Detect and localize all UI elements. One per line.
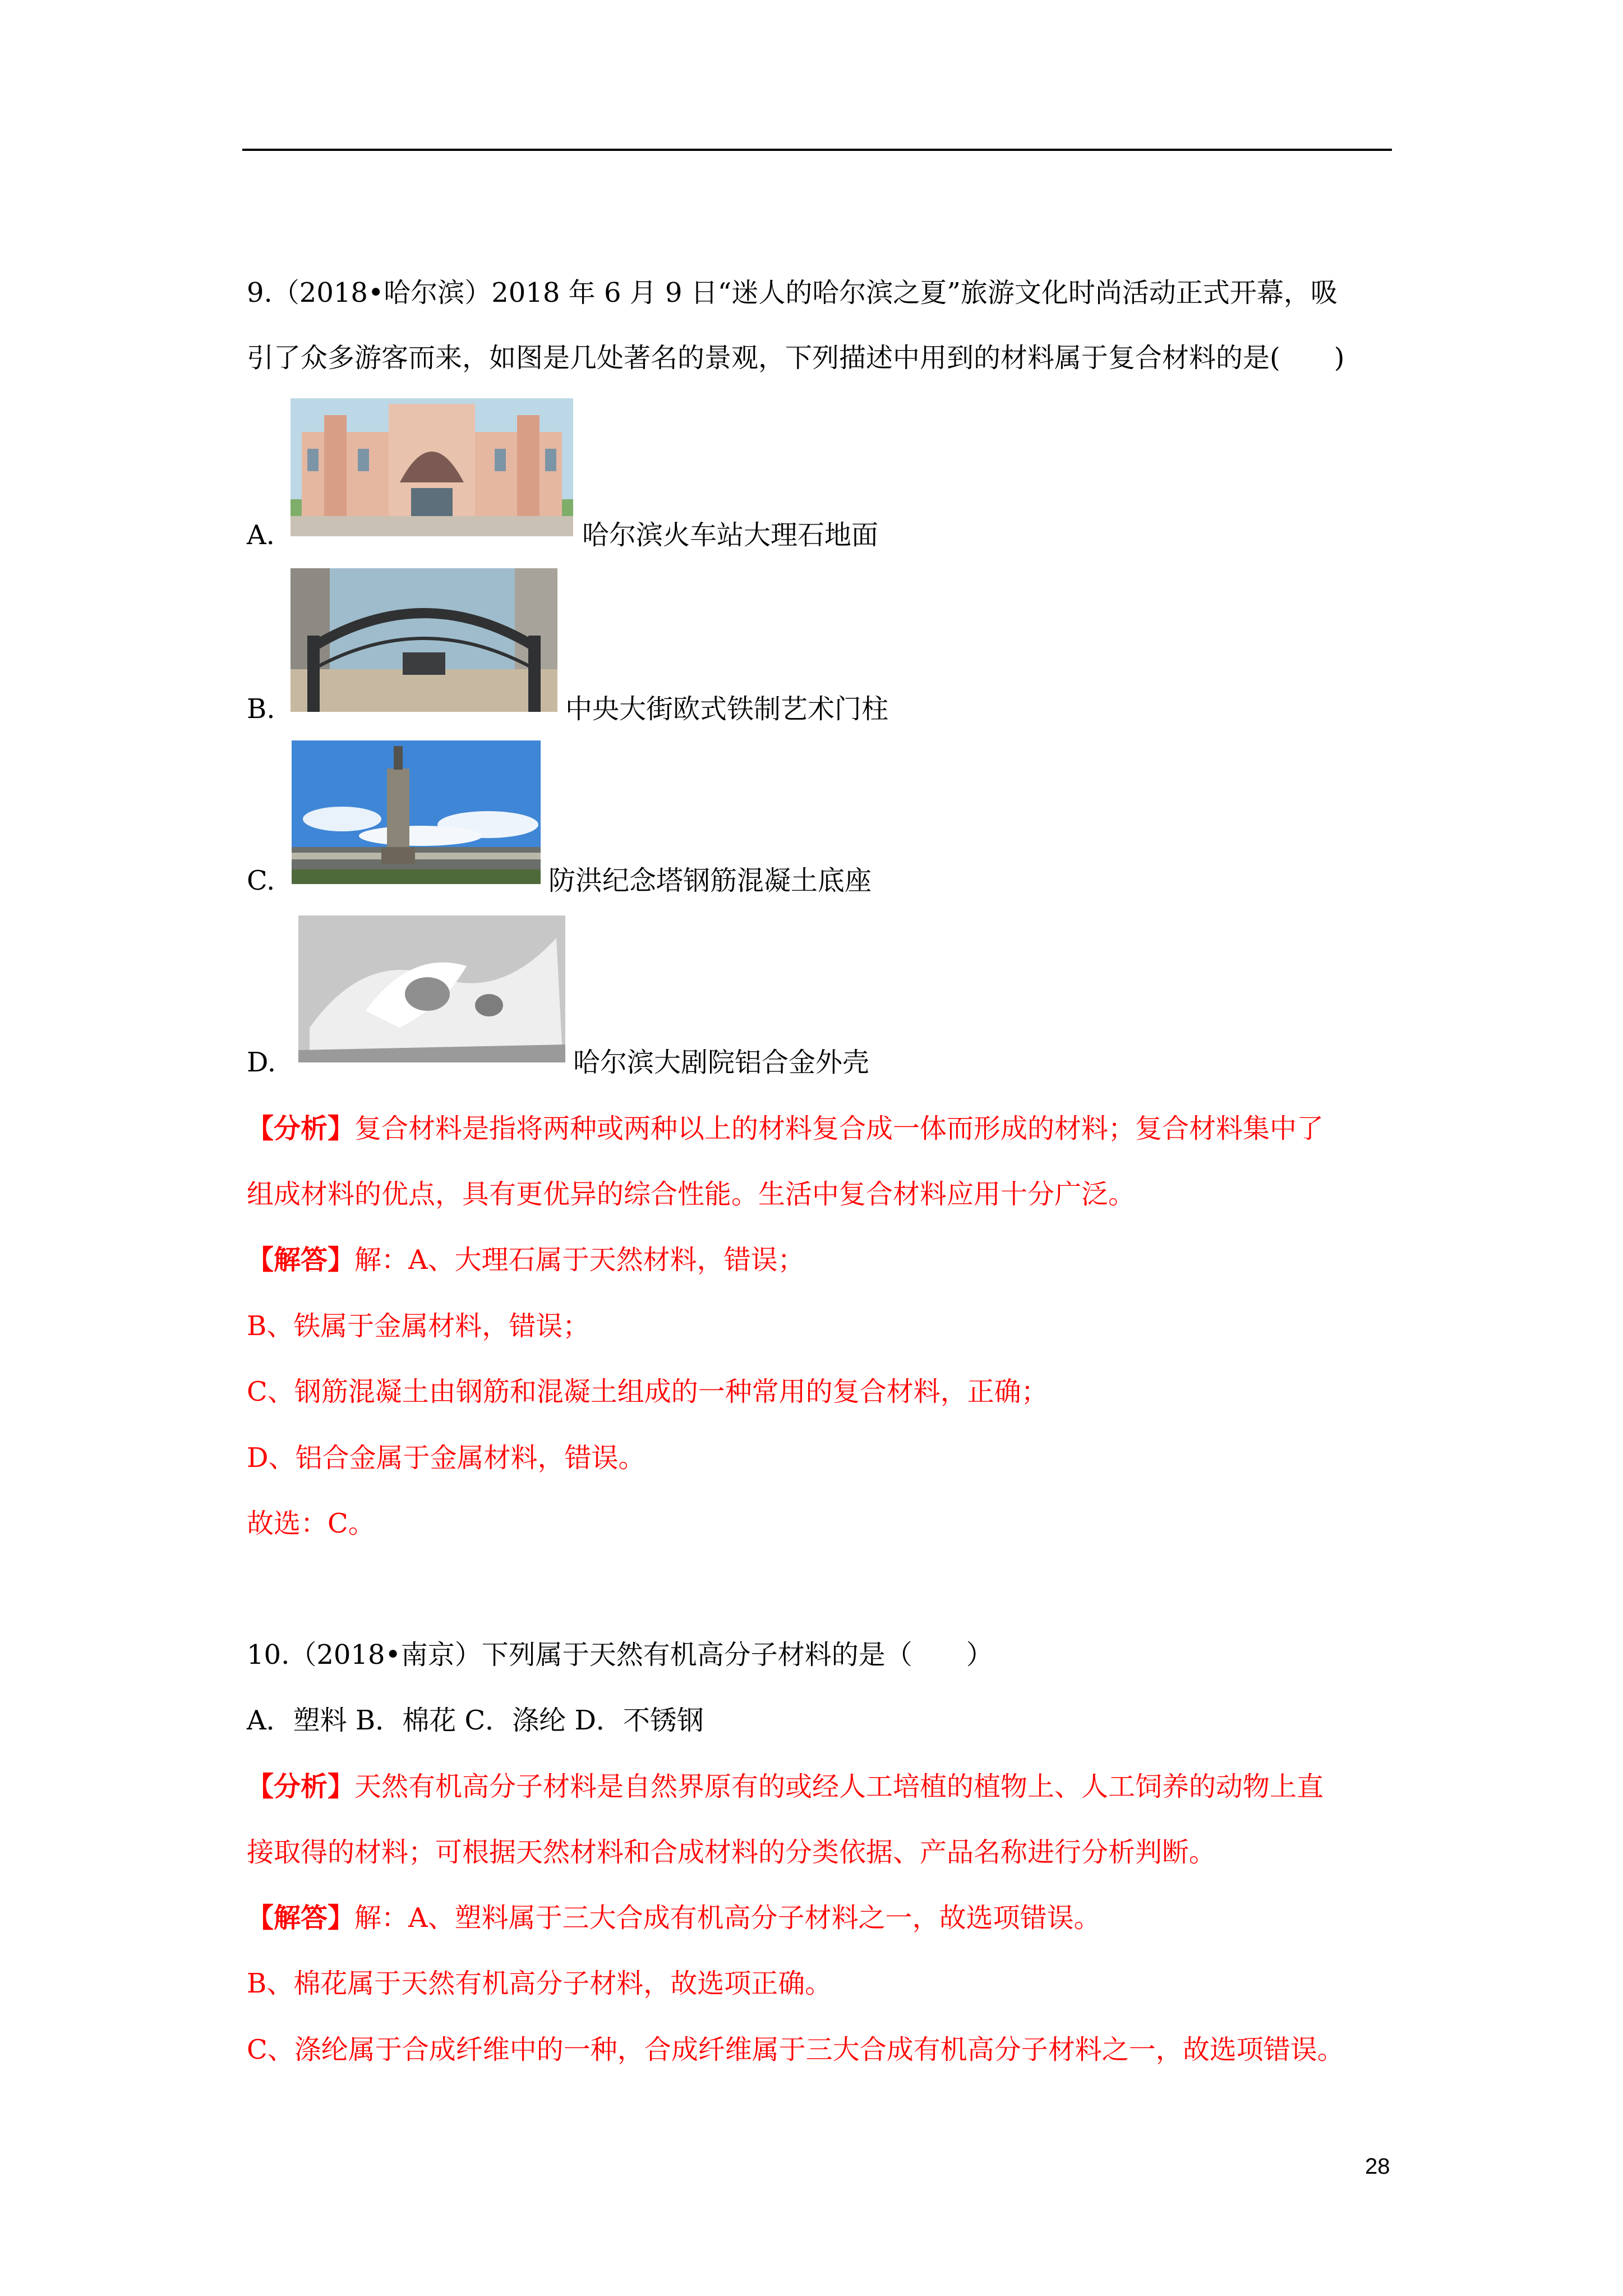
q9-answer-line1: [247, 1242, 805, 1278]
q9-analysis-line2: 组成材料的优点，具有更优异的综合性能。生活中复合材料应用十分广泛。: [247, 1179, 1136, 1210]
q10-answer-tag: 【解答】: [247, 1902, 355, 1934]
q10-answer-line3: C、涤纶属于合成纤维中的一种，合成纤维属于三大合成有机高分子材料之一，故选项错误。: [247, 2034, 1344, 2065]
page-number: 28: [1365, 2154, 1390, 2179]
q9-option-b-letter: B.: [247, 693, 275, 725]
q9-answer-line4: D、铝合金属于金属材料，错误。: [247, 1442, 645, 1474]
q9-analysis-line1: [247, 1111, 1324, 1147]
harbin-railway-station-photo: [291, 398, 573, 536]
q9-answer-line5: 故选：C。: [247, 1508, 375, 1539]
q9-option-d-text: 哈尔滨大剧院铝合金外壳: [573, 1047, 870, 1078]
q9-option-b-text: 中央大街欧式铁制艺术门柱: [565, 693, 889, 725]
harbin-grand-theatre-photo: [298, 915, 565, 1062]
q10-analysis-line2: 接取得的材料；可根据天然材料和合成材料的分类依据、产品名称进行分析判断。: [247, 1837, 1216, 1868]
q9-answer-tag: 【解答】: [247, 1244, 355, 1276]
central-street-iron-gate-photo: [291, 568, 557, 712]
q10-analysis-tag: 【分析】: [247, 1771, 355, 1802]
q9-answer-line2: B、铁属于金属材料，错误；: [247, 1310, 590, 1342]
q10-answer-line1: [247, 1900, 1101, 1936]
q9-answer-text1: 解：A、大理石属于天然材料，错误；: [354, 1244, 805, 1276]
q10-stem: 10.（2018•南京）下列属于天然有机高分子材料的是（ ）: [247, 1639, 993, 1671]
q10-answer-line2: B、棉花属于天然有机高分子材料，故选项正确。: [247, 1968, 832, 1999]
q9-stem-line2: 引了众多游客而来，如图是几处著名的景观，下列描述中用到的材料属于复合材料的是( ): [247, 342, 1345, 374]
header-rule: [242, 149, 1392, 151]
q9-option-c-text: 防洪纪念塔钢筋混凝土底座: [548, 865, 872, 896]
q9-stem-line1: 9.（2018•哈尔滨）2018 年 6 月 9 日“迷人的哈尔滨之夏”旅游文化时尚活动正式开幕，吸: [247, 277, 1338, 309]
q9-analysis-text1: 复合材料是指将两种或两种以上的材料复合成一体而形成的材料；复合材料集中了: [354, 1113, 1324, 1144]
q10-options: A．塑料 B．棉花 C．涤纶 D．不锈钢: [247, 1705, 704, 1736]
q10-analysis-line1: [247, 1769, 1324, 1805]
q10-answer-text1: 解：A、塑料属于三大合成有机高分子材料之一，故选项错误。: [354, 1902, 1101, 1934]
q10-analysis-text1: 天然有机高分子材料是自然界原有的或经人工培植的植物上、人工饲养的动物上直: [354, 1771, 1324, 1802]
q9-option-a-letter: A.: [247, 519, 275, 551]
q9-analysis-tag: 【分析】: [247, 1113, 355, 1144]
flood-control-monument-photo: [292, 740, 541, 884]
q9-option-c-letter: C.: [247, 865, 275, 896]
q9-answer-line3: C、钢筋混凝土由钢筋和混凝土组成的一种常用的复合材料，正确；: [247, 1376, 1048, 1407]
q9-option-a-text: 哈尔滨火车站大理石地面: [582, 519, 879, 551]
q9-option-d-letter: D.: [247, 1047, 276, 1078]
